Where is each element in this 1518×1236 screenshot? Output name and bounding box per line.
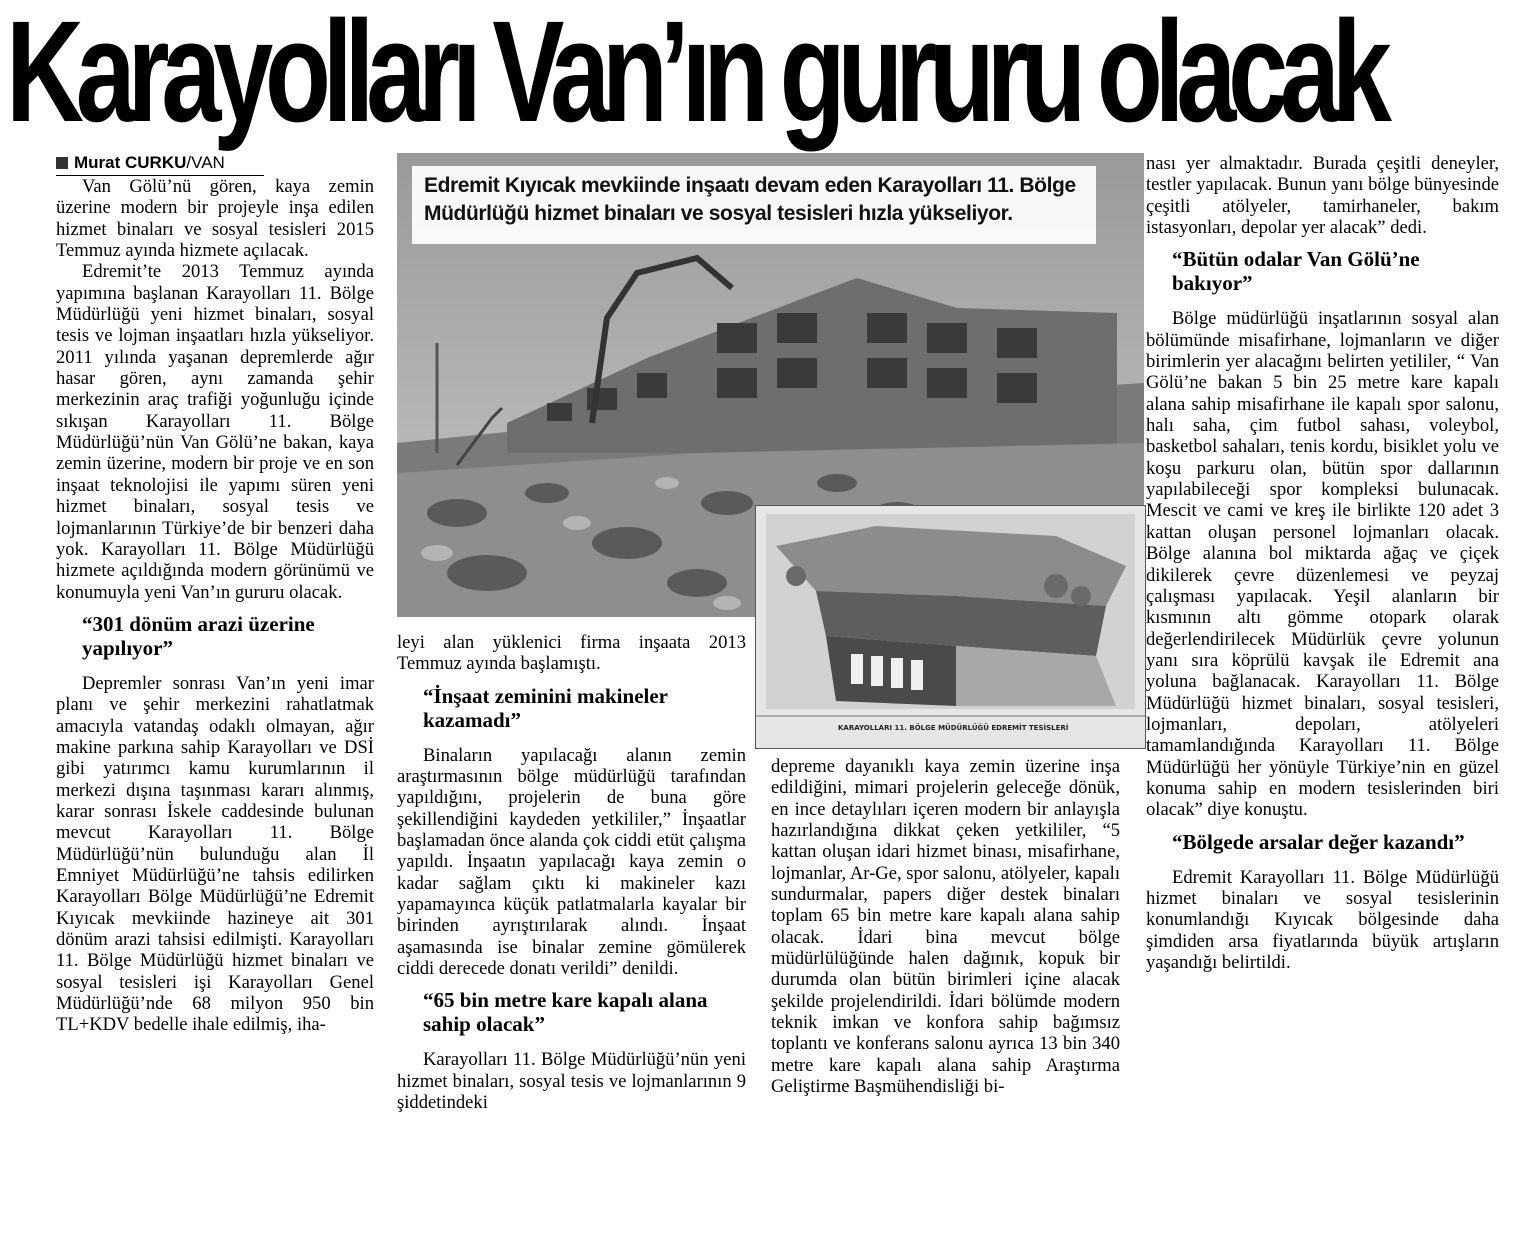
col4-paragraph-1: nası yer almaktadır. Burada çeşitli deneyler, testler yapılacak. Bunun yanı bölge bünyesinde çeşitli atölyeler, tamirhaneler, bakım istasyonları, depolar yer alacak” dedi. <box>1146 153 1499 239</box>
col1-paragraph-1: Van Gölü’nü gören, kaya zemin üzerine modern bir projeyle inşa edilen hizmet binaları ve sosyal tesisleri 2015 Temmuz ayında hizmete açılacak. <box>56 176 374 262</box>
col2-subheading-1: “İnşaat zeminini makineler kazamadı” <box>423 683 668 732</box>
col4-paragraph-2: Bölge müdürlüğü inşatlarının sosyal alan bölümünde misafirhane, lojmanların ve diğer birimlerin yer alacağını belirten yetililer, “ Van Gölü’ne bakan 5 bin 25 metre kare kapalı alana sahip misafirhane ile kapalı spor salonu, halı saha, çim futbol sahası, voleybol, basketbol sahaları, tenis kordu, bisiklet yolu ve koşu parkuru olan, bütün spor dallarının yapılabileceği spor kompleksi bulunacak. Mescit ve cami ve kreş ile birlikte 120 adet 3 kattan oluşan personel lojmanları olacak. Bölge alanına bol miktarda ağaç ve çiçek dikilerek çevre düzenlemesi ve peyzaj çalışması yapılacak. Yeşil alanların bir kısmının altı gömme otopark olarak değerlendirilecek Müdürlük çevre yolunun yanı sıra köprülü kavşak ile Edremit ana yoluna bağlanacak. Karayolları 11. Bölge Müdürlüğü hizmet binaları, sosyal tesisleri, lojmanları, depoları, atölyeleri tamamlandığında Karayolları 11. Bölge Müdürlüğü her yönüyle Türkiye’nin en güzel konuma sahip en modern tesislerinden biri olacak” diye konuştu. <box>1146 308 1499 821</box>
architectural-render <box>755 505 1146 749</box>
col2-paragraph-2: Binaların yapılacağı alanın zemin araştırmasının bölge müdürlüğü tarafından yapıldığını, projelerin de buna göre şekillendiğini kaydeden yetkililer,” İnşaatlar başlamadan önce alanda çok ciddi etüt çalışma yapıldı. İnşaatın yapılacağı kaya zemin o kadar sağlam çıktı ki makineler kazı yapamayınca küçük patlatmalarla kayalar bir birinden ayrıştırılarak alındı. İnşaat aşamasında ise binalar zemine gömülerek ciddi derecede donatı verildi” denildi. <box>397 744 746 980</box>
col2-paragraph-3: Karayolları 11. Bölge Müdürlüğü’nün yeni hizmet binaları, sosyal tesis ve lojmanlarının 9 şiddetindeki <box>397 1049 746 1114</box>
byline: Murat CURKU/VAN <box>56 153 264 176</box>
byline-location: VAN <box>191 153 225 172</box>
square-bullet-icon <box>56 157 68 169</box>
column-1 <box>56 153 374 1036</box>
col3-paragraph-1: depreme dayanıklı kaya zemin üzerine inşa edildiğini, mimari projelerin geleceğe dönük, en ince detaylıları içeren modern bir anlayışla hazırlandığına dikkat çeken yetkililer, “5 kattan oluşan idari hizmet binası, misafirhane, lojmanlar, Ar-Ge, spor salonu, atölyeler, kapalı sundurmalar, papers diğer destek binaları toplam 65 bin metre kare kapalı alana sahip olacak. İdari bina mevcut bölge müdürlülüğünde halen dağınık, kopuk bir durumda olan bütün birimleri içine alacak şekilde projelendirildi. İdari bölümde modern teknik imkan ve konfora sahip bağımsız toplantı ve konferans salonu ayrıca 13 bin 340 metre kare kapalı alana sahip Araştırma Geliştirme Başmühendisliği bi- <box>771 756 1120 1098</box>
col2-paragraph-1: leyi alan yüklenici firma inşaata 2013 Temmuz ayında başlamıştı. <box>397 632 746 675</box>
col1-subheading: “301 dönüm arazi üzerine yapılıyor” <box>82 611 315 660</box>
column-2 <box>397 632 746 1114</box>
col4-subheading-2: “Bölgede arsalar değer kazandı” <box>1172 829 1465 854</box>
render-label: KARAYOLLARI 11. BÖLGE MÜDÜRLÜĞÜ EDREMİT TESİSLERİ <box>838 724 1069 732</box>
col4-paragraph-3: Edremit Karayolları 11. Bölge Müdürlüğü hizmet binaları ve sosyal tesislerinin konumlandığı Kıyıcak bölgesinde daha şimdiden arsa fiyatlarında büyük artışların yaşandığı belirtildi. <box>1146 866 1499 973</box>
col1-paragraph-2: Edremit’te 2013 Temmuz ayında yapımına başlanan Karayolları 11. Bölge Müdürlüğü yeni hizmet binaları, sosyal tesis ve lojman inşaatları hızla yükseliyor. 2011 yılında yaşanan depremlerde ağır hasar gören, aynı zamanda şehir merkezinin araç trafiği yoğunluğu içinde sıkışan Karayolları 11. Bölge Müdürlüğü’nün Van Gölü’ne bakan, kaya zemin üzerine, modern bir proje ve en son inşaat teknolojisi ile yapımı süren yeni hizmet binaları, sosyal tesis ve lojmanlarının Türkiye’de bir benzeri daha yok. Karayolları 11. Bölge Müdürlüğü hizmete açıldığında modern görünümü ve konumuyla yeni Van’ın gururu olacak. <box>56 261 374 603</box>
col2-subheading-2: “65 bin metre kare kapalı alana sahip olacak” <box>423 988 708 1037</box>
column-3 <box>771 756 1120 1098</box>
byline-author: Murat CURKU <box>74 153 187 172</box>
photo-caption: Edremit Kıyıcak mevkiinde inşaatı devam eden Karayolları 11. Bölge Müdürlüğü hizmet binaları ve sosyal tesisleri hızla yükseliyor. <box>412 166 1096 244</box>
col1-paragraph-3: Depremler sonrası Van’ın yeni imar planı ve şehir merkezini rahatlatmak amacıyla vatandaş odaklı olmayan, ağır makine parkına sahip Karayolları ve DSİ gibi yatırımcı kamu kurumlarının il merkezi dışına taşınması kararı alınmış, karar sonrası İskele caddesinde bulunan mevcut Karayolları 11. Bölge Müdürlüğü’nün bulunduğu alan İl Emniyet Müdürlüğü’ne tahsis edilirken Karayolları Bölge Müdürlüğü’ne Edremit Kıyıcak mevkiinde hazineye ait 301 dönüm arazi tahsisi edilmişti. Karayolları 11. Bölge Müdürlüğü hizmet binaları ve sosyal tesisleri işi Karayolları Genel Müdürlüğü’nde 68 milyon 950 bin TL+KDV bedelle ihale edilmiş, iha- <box>56 672 374 1036</box>
headline: Karayolları Van’ın gururu olacak <box>6 0 1384 152</box>
column-4 <box>1146 153 1499 973</box>
col4-subheading-1: “Bütün odalar Van Gölü’ne bakıyor” <box>1172 247 1420 296</box>
render-illustration <box>756 506 1145 748</box>
